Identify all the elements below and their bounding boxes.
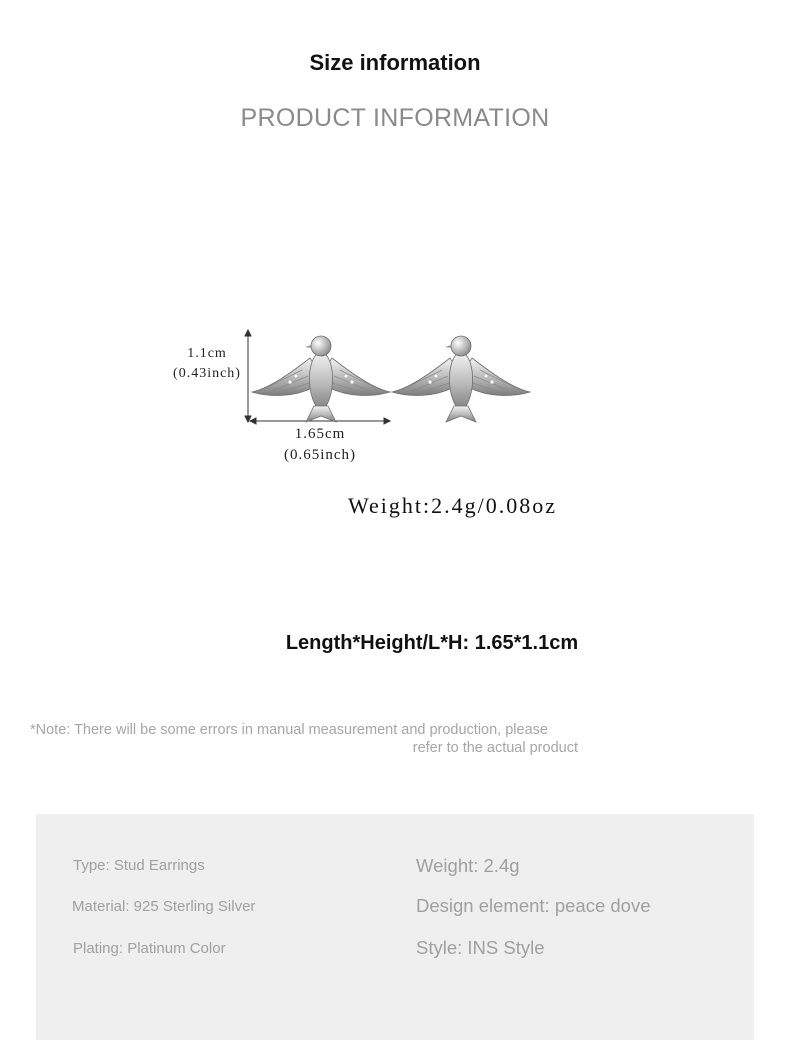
spec-style: Style: INS Style: [416, 937, 545, 958]
spec-panel: [36, 814, 754, 1040]
width-inch-label: (0.65inch): [283, 447, 357, 463]
spec-design: Design element: peace dove: [416, 895, 651, 916]
measurement-note: [30, 721, 578, 757]
spec-weight: Weight: 2.4g: [416, 855, 520, 876]
dimensions-line: Length*Height/L*H: 1.65*1.1cm: [285, 632, 579, 654]
page-title: Size information: [309, 50, 481, 75]
width-dimension-line: [250, 418, 390, 424]
spec-plating: Plating: Platinum Color: [73, 940, 226, 957]
section-subtitle: PRODUCT INFORMATION: [240, 104, 550, 132]
spec-type: Type: Stud Earrings: [73, 857, 205, 874]
width-cm-label: 1.65cm: [294, 426, 346, 442]
note-line-1: *Note: There will be some errors in manual measurement and production, please: [30, 722, 548, 738]
height-inch-label: (0.43inch): [173, 366, 241, 381]
weight-label: Weight:2.4g/0.08oz: [348, 493, 557, 518]
spec-material: Material: 925 Sterling Silver: [72, 898, 256, 915]
height-cm-label: 1.1cm: [187, 346, 227, 361]
product-image: [0, 300, 790, 480]
note-line-2: refer to the actual product: [412, 740, 578, 756]
